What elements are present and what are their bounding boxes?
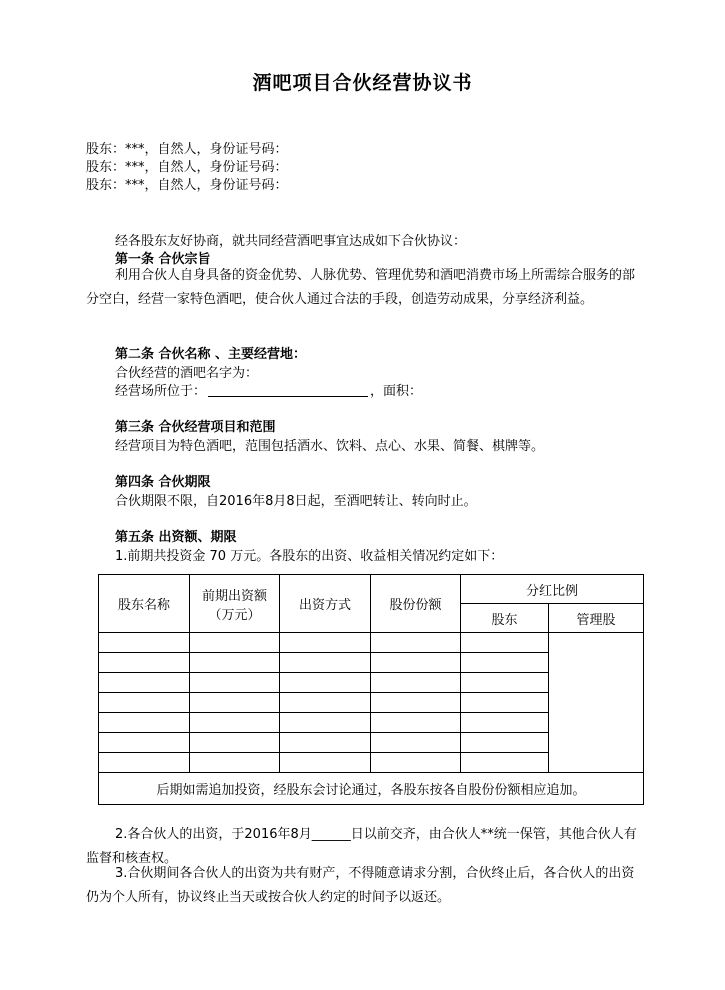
- table-cell: [461, 633, 549, 653]
- article-5-item-1: 1.前期共投资金 70 万元。各股东的出资、收益相关情况约定如下：: [115, 549, 504, 564]
- table-cell: [190, 673, 280, 693]
- subheader-management-share: 管理股: [549, 604, 644, 633]
- table-cell: [190, 753, 280, 773]
- article-2-bar-name: 合伙经营的酒吧名字为：: [115, 366, 259, 381]
- article-5-item-3: 3.合伙期间各合伙人的出资为共有财产，不得随意请求分割，合伙终止后，各合伙人的出资仍为个人所有，协议终止当天或按合伙人约定的时间予以返还。: [86, 866, 635, 905]
- shareholder-line-1: 股东：***，自然人，身份证号码：: [86, 142, 288, 157]
- header-dividend-ratio: 分红比例: [461, 575, 644, 604]
- article-5-item-2: 2.各合伙人的出资，于2016年8月______日以前交齐，由合伙人**统一保管，其他合伙人有监督和核查权。: [86, 827, 637, 866]
- header-share-portion: 股份份额: [371, 575, 461, 633]
- table-cell: [371, 693, 461, 713]
- document-title: 酒吧项目合伙经营协议书: [252, 72, 473, 94]
- article-5-heading: 第五条 出资额、期限: [115, 530, 237, 545]
- header-initial-investment: [190, 575, 280, 633]
- table-cell: [280, 633, 371, 653]
- article-4-text: 合伙期限不限，自2016年8月8日起，至酒吧转让、转向时止。: [115, 494, 477, 509]
- table-cell: [280, 693, 371, 713]
- header-shareholder-name: 股东名称: [99, 575, 190, 633]
- intro-text: 经各股东友好协商，就共同经营酒吧事宜达成如下合伙协议：: [115, 234, 467, 249]
- table-cell: [280, 673, 371, 693]
- header-investment-method: 出资方式: [280, 575, 371, 633]
- table-cell: [461, 733, 549, 753]
- shareholder-line-3: 股东：***，自然人，身份证号码：: [86, 178, 288, 193]
- table-cell: [371, 713, 461, 733]
- table-cell: [461, 653, 549, 673]
- header-initial-investment-line2: （万元）: [208, 607, 261, 623]
- table-footer-note: 后期如需追加投资，经股东会讨论通过，各股东按各自股份份额相应追加。: [99, 773, 644, 805]
- table-cell: [280, 753, 371, 773]
- table-cell: [99, 673, 190, 693]
- location-suffix: ，面积：: [370, 384, 423, 399]
- table-row: [99, 633, 644, 653]
- article-3-text: 经营项目为特色酒吧，范围包括酒水、饮料、点心、水果、简餐、棋牌等。: [115, 439, 545, 454]
- location-prefix: 经营场所位于：: [115, 384, 207, 399]
- table-cell: [190, 733, 280, 753]
- table-cell: [99, 713, 190, 733]
- table-cell: [280, 653, 371, 673]
- table-cell: [371, 653, 461, 673]
- article-2-heading: 第二条 合伙名称 、主要经营地：: [115, 347, 307, 362]
- investment-table: [98, 574, 643, 810]
- table-cell: [461, 693, 549, 713]
- table-cell: [99, 693, 190, 713]
- table-cell: [371, 673, 461, 693]
- table-cell: [190, 653, 280, 673]
- table-cell: [190, 713, 280, 733]
- table-cell: [99, 633, 190, 653]
- table-cell: [99, 733, 190, 753]
- table-cell: [371, 633, 461, 653]
- management-share-cell: [549, 633, 644, 773]
- table-cell: [280, 713, 371, 733]
- location-blank: [208, 382, 368, 397]
- table-cell: [371, 733, 461, 753]
- article-1-heading: 第一条 合伙宗旨: [115, 252, 211, 267]
- table-cell: [190, 693, 280, 713]
- table-cell: [280, 733, 371, 753]
- shareholder-line-2: 股东：***，自然人，身份证号码：: [86, 160, 288, 175]
- article-2-location: [115, 382, 422, 401]
- header-initial-investment-line1: 前期出资额: [201, 588, 267, 604]
- table-cell: [99, 753, 190, 773]
- table-cell: [461, 673, 549, 693]
- table-cell: [190, 633, 280, 653]
- table-cell: [371, 753, 461, 773]
- article-1-text: 利用合伙人自身具备的资金优势、人脉优势、管理优势和酒吧消费市场上所需综合服务的部分空白，经营一家特色酒吧，使合伙人通过合法的手段，创造劳动成果，分享经济利益。: [86, 268, 636, 307]
- table-cell: [461, 753, 549, 773]
- table-cell: [461, 713, 549, 733]
- article-4-heading: 第四条 合伙期限: [115, 475, 211, 490]
- table-cell: [99, 653, 190, 673]
- subheader-shareholder: 股东: [461, 604, 549, 633]
- article-3-heading: 第三条 合伙经营项目和范围: [115, 420, 276, 435]
